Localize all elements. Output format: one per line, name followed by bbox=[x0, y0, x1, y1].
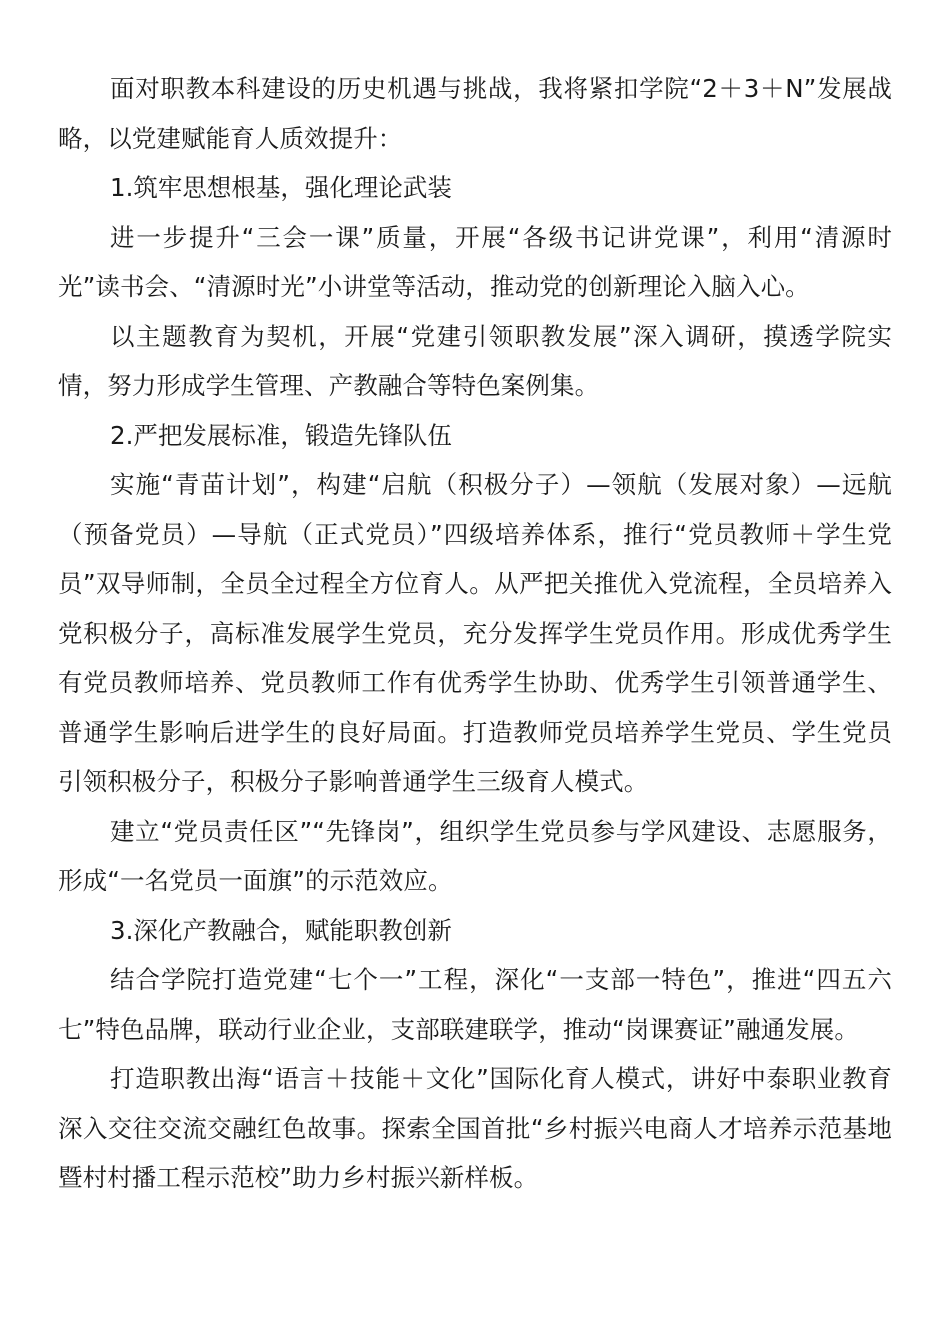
section-1-paragraph-1: 进一步提升“三会一课”质量，开展“各级书记讲党课”，利用“清源时光”读书会、“清源时光”小讲堂等活动，推动党的创新理论入脑入心。 bbox=[58, 222, 892, 301]
section-2-heading: 2.严把发展标准，锻造先锋队伍 bbox=[110, 420, 452, 450]
section-3-heading: 3.深化产教融合，赋能职教创新 bbox=[110, 915, 452, 945]
intro-paragraph: 面对职教本科建设的历史机遇与挑战，我将紧扣学院“2＋3＋N”发展战略，以党建赋能育人质效提升： bbox=[58, 74, 892, 153]
section-2-paragraph-2: 建立“党员责任区”“先锋岗”，组织学生党员参与学风建设、志愿服务，形成“一名党员一面旗”的示范效应。 bbox=[58, 816, 892, 895]
document-page bbox=[58, 64, 892, 1203]
section-3-paragraph-1: 结合学院打造党建“七个一”工程，深化“一支部一特色”，推进“四五六七”特色品牌，联动行业企业，支部联建联学，推动“岗课赛证”融通发展。 bbox=[58, 965, 892, 1044]
section-1-heading: 1.筑牢思想根基，强化理论武装 bbox=[110, 173, 452, 202]
section-3-paragraph-2: 打造职教出海“语言＋技能＋文化”国际化育人模式，讲好中泰职业教育深入交往交流交融红色故事。探索全国首批“乡村振兴电商人才培养示范基地暨村村播工程示范校”助力乡村振兴新样板。 bbox=[58, 1064, 892, 1192]
section-2-paragraph-1: 实施“青苗计划”，构建“启航（积极分子）—领航（发展对象）—远航（预备党员）—导航（正式党员）”四级培养体系，推行“党员教师＋学生党员”双导师制，全员全过程全方位育人。从严把关推优入党流程，全员培养入党积极分子，高标准发展学生党员，充分发挥学生党员作用。形成优秀学生有党员教师培养、党员教师工作有优秀学生协助、优秀学生引领普通学生、普通学生影响后进学生的良好局面。打造教师党员培养学生党员、学生党员引领积极分子，积极分子影响普通学生三级育人模式。 bbox=[58, 470, 892, 796]
section-1-paragraph-2: 以主题教育为契机，开展“党建引领职教发展”深入调研，摸透学院实情，努力形成学生管理、产教融合等特色案例集。 bbox=[58, 321, 892, 400]
